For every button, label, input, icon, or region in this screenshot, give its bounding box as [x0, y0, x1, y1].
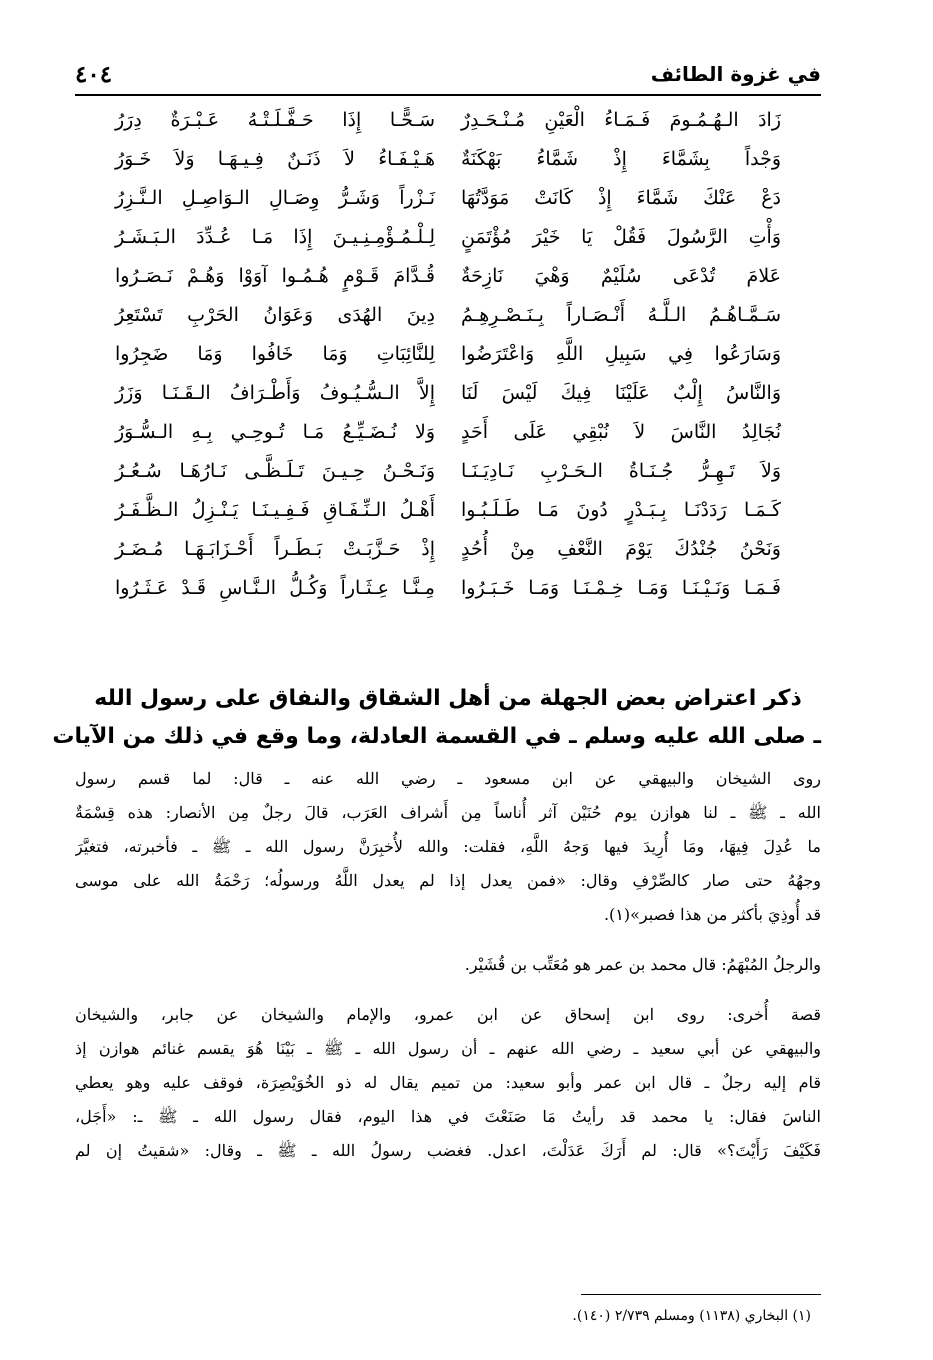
- poem-verse: [115, 256, 781, 295]
- poem-verse: [115, 139, 781, 178]
- poem-verse: [115, 529, 781, 568]
- paragraph-another-story: [75, 998, 821, 1168]
- poem-verse: [115, 451, 781, 490]
- section-heading: [52, 680, 821, 756]
- verse-second-hemistich: أَهْـلُ الـنِّـفَـاقِ فَـفِـيـنَـا يَـنْـزِلُ الـظَّـفَـرُ: [115, 498, 435, 521]
- verse-second-hemistich: نَـزْراً وَشَـرُّ وِصَـالِ الـوَاصِـلِ الـنَّـزِرُ: [115, 186, 435, 209]
- poem-verse: [115, 100, 781, 139]
- verse-first-hemistich: فَـمَـا وَنَـيْـنَـا وَمَـا خِـمْـنَـا وَمَـا خَـبَـرُوا: [461, 576, 781, 599]
- poem-verse: [115, 334, 781, 373]
- section-heading-line: ذكر اعتراض بعض الجهلة من أهل الشقاق والنفاق على رسول الله: [94, 686, 802, 711]
- poem-verse: [115, 178, 781, 217]
- verse-second-hemistich: قُـدَّامَ قَـوْمٍ هُـمُـوا آوَوْا وَهُـمْ نَـصَـرُوا: [115, 264, 435, 287]
- page-number: ٤٠٤: [75, 60, 113, 88]
- poem-verse: [115, 490, 781, 529]
- text-line: وجهُهُ حتى صار كالصِّرْفِ وقال: «فمن يعدل إذا لم يعدل اللَّهُ ورسولُه؛ رَحْمَةُ الله على موسى: [75, 871, 821, 890]
- footnote: (١) البخاري (١١٣٨) ومسلم ٢/٧٣٩ (١٤٠).: [572, 1308, 811, 1324]
- verse-second-hemistich: إِذْ حَـزَّبَـتْ بَـطَـراً أَحْـزَابَـهَـا مُـضَـرُ: [115, 537, 435, 560]
- poem: [115, 100, 781, 607]
- running-title: في غزوة الطائف: [650, 62, 821, 86]
- verse-second-hemistich: لِـلْـمُـؤْمِـنِـيـنَ إِذَا مَـا عُـدِّدَ الـبَـشَـرُ: [115, 225, 435, 248]
- text-line: والرجلُ المُبْهَمُ: قال محمد بن عمر هو مُعَتِّب بن قُشَيْر.: [464, 955, 821, 974]
- paragraph-note: [75, 948, 821, 982]
- poem-verse: [115, 568, 781, 607]
- text-line: قام إليه رجلٌ ـ قال ابن عمر وأبو سعيد: من تميم يقال له ذو الخُوَيْصِرَة، فوقف عليه وهو يعطي: [75, 1073, 821, 1092]
- verse-first-hemistich: عَلامَ تُدْعَى سُلَيْمٌ وَهْيَ نَازِحَةٌ: [461, 264, 781, 287]
- text-line: روى الشيخان والبيهقي عن ابن مسعود ـ رضي الله عنه ـ قال: لما قسم رسول: [75, 769, 821, 788]
- verse-first-hemistich: وَلاَ تَـهِـرُّ جُـنَـاةُ الـحَـرْبِ نَـادِيَـنَـا: [461, 459, 781, 482]
- poem-verse: [115, 412, 781, 451]
- paragraph-narration: [75, 762, 821, 932]
- verse-second-hemistich: مِـنَّـا عِـثَـاراً وَكُـلُّ الـنَّـاسِ قَـدْ عَـثَـرُوا: [115, 576, 435, 599]
- verse-first-hemistich: دَعْ عَنْكَ شَمَّاءَ إِذْ كَانَتْ مَوَدَّتُهَا: [461, 186, 781, 209]
- page-header: [75, 54, 821, 96]
- verse-first-hemistich: وَجْداً بِشَمَّاءَ إِذْ شَمَّاءُ بَهْكَنَةٌ: [461, 147, 781, 170]
- poem-verse: [115, 295, 781, 334]
- verse-first-hemistich: كَـمَـا رَدَدْنَـا بِـبَـدْرٍ دُونَ مَـا طَـلَـبُـوا: [461, 498, 781, 521]
- verse-first-hemistich: وَنَحْنُ جُنْدُكَ يَوْمَ النَّعْفِ مِنْ أُحُدٍ: [461, 537, 781, 560]
- body-text: [75, 762, 821, 1168]
- verse-first-hemistich: وَأْتِ الرَّسُولَ فَقُلْ يَا خَيْرَ مُؤْتَمَنٍ: [461, 225, 781, 248]
- verse-first-hemistich: سَـمَّـاهُـمُ الـلَّـهُ أَنْـصَـاراً بِـنَـصْـرِهِـمُ: [461, 303, 781, 326]
- text-line: الله ـ ﷺ ـ لنا هوازن يوم حُنَيْن آثر أُناساً مِن أَشراف العَرَب، قالَ رجلٌ مِن الأنصار: هذه قِسْمَةٌ: [75, 803, 821, 822]
- verse-first-hemistich: وَالنَّاسُ إِلْبٌ عَلَيْنَا فِيكَ لَيْسَ لَنَا: [461, 381, 781, 404]
- verse-second-hemistich: لِلنَّائِبَاتِ وَمَا خَافُوا وَمَا ضَجِرُوا: [115, 342, 435, 365]
- text-line: قد أُوذِيَ بأكثر من هذا فصبر»(١).: [603, 905, 821, 924]
- verse-second-hemistich: وَلا نُـضَـيِّـعُ مَـا تُـوحِـي بِـهِ الـسُّـوَرُ: [115, 420, 435, 443]
- poem-verse: [115, 373, 781, 412]
- verse-second-hemistich: هَـيْـفَـاءُ لاَ ذَنَـنٌ فِـيـهَـا وَلاَ خَـوَرُ: [115, 147, 435, 170]
- verse-second-hemistich: سَـحًّـا إِذَا حَـفَّـلَـتْـهُ عَـبْـرَةٌ دِرَرُ: [115, 108, 435, 131]
- text-line: فَكَيْفَ رَأَيْتَ؟» قال: لم أَرَكَ عَدَلْتَ، اعدل. فغضب رسولُ الله ـ ﷺ ـ وقال: «شقيتُ إن لم: [75, 1141, 821, 1160]
- text-line: والبيهقي عن أبي سعيد ـ رضي الله عنهم ـ أن رسول الله ـ ﷺ ـ بَيْنَا هُوَ يقسم غنائم هوازن إذ: [75, 1039, 821, 1058]
- verse-second-hemistich: دِينَ الهُدَى وَعَوَانُ الحَرْبِ تَسْتَعِرُ: [115, 303, 435, 326]
- verse-second-hemistich: وَنَـحْـنُ حِـيـنَ تَـلَـظَّـى نَـارُهَـا سُـعُـرُ: [115, 459, 435, 482]
- footnote-divider: [581, 1294, 821, 1295]
- section-heading-line: ـ صلى الله عليه وسلم ـ في القسمة العادلة، وما وقع في ذلك من الآيات: [52, 724, 821, 749]
- poem-verse: [115, 217, 781, 256]
- verse-second-hemistich: إِلاَّ الـسُّـيُـوفُ وَأَطْـرَافُ الـقَـنَـا وَزَرُ: [115, 381, 435, 404]
- text-line: ما عُدِلَ فِيهَا، ومَا أُرِيدَ فيها وَجهُ اللَّهِ، فقلت: والله لأُخبِرَنَّ رسول الله ـ ﷺ ـ فأخبرته، فتغيَّرَ: [75, 837, 821, 856]
- verse-first-hemistich: وَسَارَعُوا فِي سَبِيلِ اللَّهِ وَاعْتَرَضُوا: [461, 342, 781, 365]
- text-line: قصة أُخرى: روى ابن إسحاق عن ابن عمرو، والإمام والشيخان عن جابر، والشيخان: [75, 1005, 821, 1024]
- book-page: [52, 40, 821, 1330]
- text-line: الناسَ فقال: يا محمد قد رأيتُ مَا صَنَعْتَ في هذا اليوم، فقال رسول الله ـ ﷺ ـ: «أَجَل،: [75, 1107, 821, 1126]
- verse-first-hemistich: زَادَ الـهُـمُـومَ فَـمَـاءُ الْعَيْنِ مُـنْـحَـدِرٌ: [461, 108, 781, 131]
- verse-first-hemistich: نُجَالِدُ النَّاسَ لاَ نُبْقِي عَلَى أَحَدٍ: [461, 420, 781, 443]
